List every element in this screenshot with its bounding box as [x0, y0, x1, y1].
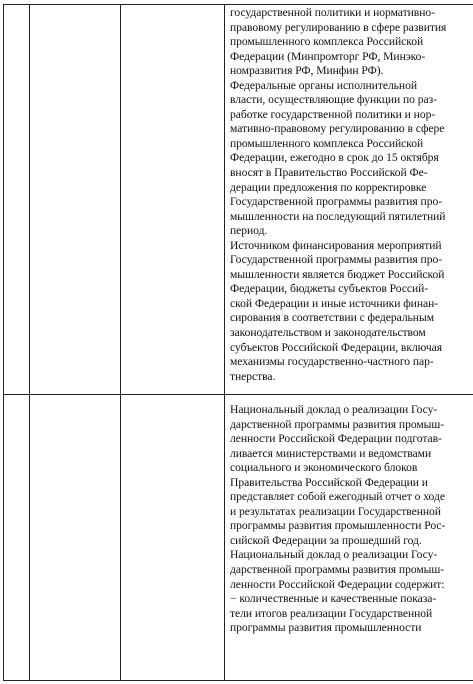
table-row-upper: [4, 5, 473, 395]
text-line: Федерации, ежегодно в срок до 15 октября: [230, 151, 439, 165]
text-line: период.: [230, 224, 268, 238]
text-line: законодательством и законодательством: [230, 326, 426, 340]
text-line: номразвития РФ, Минфин РФ).: [230, 64, 384, 78]
text-line: сирования в соответствии с федеральным: [230, 311, 434, 325]
text-line: тнерства.: [230, 369, 276, 383]
text-line: работке государственной политики и нор-: [230, 107, 436, 121]
text-line: правовому регулированию в сфере развития: [230, 20, 447, 34]
text-line: мативно-правовому регулированию в сфере: [230, 122, 445, 136]
empty-cell-col-3: [121, 5, 225, 395]
empty-cell-col-2: [30, 5, 121, 395]
text-line: программы развития промышленности Рос-: [230, 519, 446, 533]
text-line: Правительства Российской Федерации и: [230, 475, 428, 489]
text-line: Источником финансирования мероприятий: [230, 238, 442, 252]
empty-cell-col-1: [4, 395, 30, 681]
text-line: промышленного комплекса Российской: [230, 35, 424, 49]
text-line: механизмы государственно-частного пар-: [230, 355, 434, 369]
text-line: ленности Российской Федерации подготав-: [230, 432, 442, 446]
text-line: Государственной программы развития про-: [230, 195, 443, 209]
text-cell-upper: [225, 5, 473, 395]
empty-cell-col-2: [30, 395, 121, 681]
upper-cell-text: [225, 5, 473, 384]
text-line: Федеральные органы исполнительной: [230, 78, 417, 92]
document-table: [3, 4, 473, 681]
text-line: дерации предложения по корректировке: [230, 180, 427, 194]
text-line: мышленности является бюджет Российской: [230, 267, 445, 281]
text-line: Национальный доклад о реализации Госу-: [230, 548, 438, 562]
text-line: дарственной программы развития промыш-: [230, 563, 445, 577]
text-line: Федерации, бюджеты субъектов Россий-: [230, 282, 429, 296]
text-line: программы развития промышленности: [230, 621, 422, 635]
text-line: представляет собой ежегодный отчет о ходе: [230, 490, 445, 504]
text-line: − количественные и качественные показа-: [230, 592, 437, 606]
text-line: Государственной программы развития про-: [230, 253, 443, 267]
text-line: и результатах реализации Государственной: [230, 504, 441, 518]
empty-cell-col-3: [121, 395, 225, 681]
text-line: тели итогов реализации Государственной: [230, 606, 433, 620]
text-line: ленности Российской Федерации содержит:: [230, 577, 445, 591]
text-line: промышленного комплекса Российской: [230, 136, 424, 150]
text-line: Федерации (Минпромторг РФ, Минэко-: [230, 49, 426, 63]
text-line: социального и экономического блоков: [230, 461, 418, 475]
text-line: Национальный доклад о реализации Госу-: [230, 403, 438, 416]
text-line: власти, осуществляющие функции по раз-: [230, 93, 437, 107]
text-cell-lower: [225, 395, 473, 681]
table-row-lower: [4, 395, 473, 681]
lower-cell-text: [225, 395, 473, 636]
text-line: мышленности на последующий пятилетний: [230, 209, 446, 223]
empty-cell-col-1: [4, 5, 30, 395]
text-line: государственной политики и нормативно-: [230, 6, 435, 19]
text-line: вносят в Правительство Российской Фе-: [230, 166, 428, 180]
text-line: ливается министерствами и ведомствами: [230, 446, 432, 460]
text-line: сийской Федерации за прошедший год.: [230, 533, 422, 547]
text-line: ской Федерации и иные источники финан-: [230, 296, 439, 310]
text-line: дарственной программы развития промыш-: [230, 417, 445, 431]
text-line: субъектов Российской Федерации, включая: [230, 340, 443, 354]
